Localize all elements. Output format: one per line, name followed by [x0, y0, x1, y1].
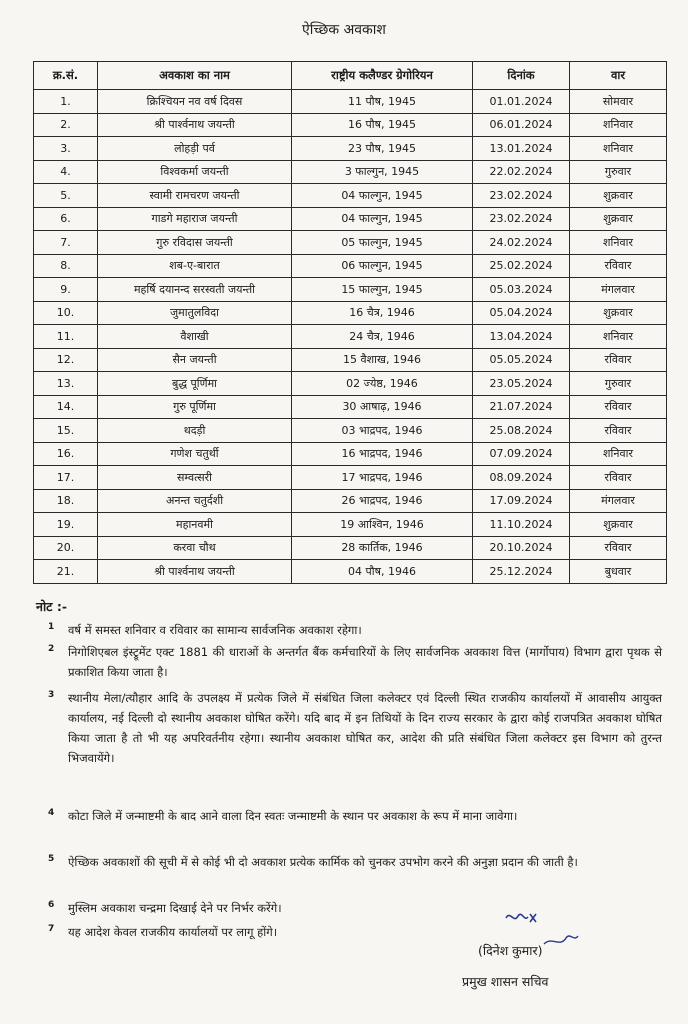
- serial-cell: 17.: [34, 466, 98, 490]
- day-cell: शनिवार: [570, 325, 667, 349]
- day-cell: गुरुवार: [570, 160, 667, 184]
- serial-cell: 5.: [34, 184, 98, 208]
- serial-cell: 4.: [34, 160, 98, 184]
- day-cell: शुक्रवार: [570, 301, 667, 325]
- national-calendar-cell: 26 भाद्रपद, 1946: [292, 489, 473, 513]
- notes-heading: नोट :-: [36, 599, 68, 614]
- table-header-row: [34, 62, 667, 90]
- note-text: वर्ष में समस्त शनिवार व रविवार का सामान्य सार्वजनिक अवकाश रहेगा।: [68, 623, 362, 637]
- header-day: वार: [570, 62, 667, 90]
- table-row: [34, 254, 667, 278]
- holiday-name-cell: शब-ए-बारात: [98, 254, 292, 278]
- table-row: [34, 395, 667, 419]
- day-cell: गुरुवार: [570, 372, 667, 396]
- table-row: [34, 442, 667, 466]
- table-row: [34, 513, 667, 537]
- serial-cell: 10.: [34, 301, 98, 325]
- national-calendar-cell: 02 ज्येष्ठ, 1946: [292, 372, 473, 396]
- date-cell: 23.05.2024: [473, 372, 570, 396]
- national-calendar-cell: 19 आश्विन, 1946: [292, 513, 473, 537]
- national-calendar-cell: 04 पौष, 1946: [292, 560, 473, 584]
- day-cell: रविवार: [570, 348, 667, 372]
- note-number: 3: [48, 690, 55, 700]
- date-cell: 05.05.2024: [473, 348, 570, 372]
- national-calendar-cell: 04 फाल्गुन, 1945: [292, 207, 473, 231]
- table-row: [34, 466, 667, 490]
- header-holiday-name: अवकाश का नाम: [98, 62, 292, 90]
- date-cell: 05.04.2024: [473, 301, 570, 325]
- national-calendar-cell: 16 चैत्र, 1946: [292, 301, 473, 325]
- day-cell: शनिवार: [570, 231, 667, 255]
- day-cell: शुक्रवार: [570, 513, 667, 537]
- serial-cell: 7.: [34, 231, 98, 255]
- holiday-name-cell: गुरु पूर्णिमा: [98, 395, 292, 419]
- table-row: [34, 325, 667, 349]
- serial-cell: 21.: [34, 560, 98, 584]
- table-row: [34, 536, 667, 560]
- day-cell: शुक्रवार: [570, 207, 667, 231]
- holiday-name-cell: स्वामी रामचरण जयन्ती: [98, 184, 292, 208]
- optional-holidays-table: [33, 61, 667, 584]
- table-row: [34, 184, 667, 208]
- holiday-name-cell: थदड़ी: [98, 419, 292, 443]
- table-row: [34, 372, 667, 396]
- date-cell: 05.03.2024: [473, 278, 570, 302]
- day-cell: शनिवार: [570, 442, 667, 466]
- national-calendar-cell: 30 आषाढ़, 1946: [292, 395, 473, 419]
- national-calendar-cell: 16 पौष, 1945: [292, 113, 473, 137]
- header-serial: क्र.सं.: [34, 62, 98, 90]
- national-calendar-cell: 11 पौष, 1945: [292, 90, 473, 114]
- table-row: [34, 160, 667, 184]
- holiday-name-cell: करवा चौथ: [98, 536, 292, 560]
- table-row: [34, 90, 667, 114]
- serial-cell: 3.: [34, 137, 98, 161]
- note-text: ऐच्छिक अवकाशों की सूची में से कोई भी दो अवकाश प्रत्येक कार्मिक को चुनकर उपभोग करने की अनुज्ञा प्रदान की जाती है।: [68, 855, 578, 869]
- day-cell: सोमवार: [570, 90, 667, 114]
- date-cell: 23.02.2024: [473, 207, 570, 231]
- national-calendar-cell: 15 वैशाख, 1946: [292, 348, 473, 372]
- serial-cell: 6.: [34, 207, 98, 231]
- table-row: [34, 278, 667, 302]
- table-row: [34, 137, 667, 161]
- date-cell: 20.10.2024: [473, 536, 570, 560]
- date-cell: 06.01.2024: [473, 113, 570, 137]
- holiday-name-cell: गाडगे महाराज जयन्ती: [98, 207, 292, 231]
- note-number: 2: [48, 644, 55, 654]
- national-calendar-cell: 24 चैत्र, 1946: [292, 325, 473, 349]
- national-calendar-cell: 05 फाल्गुन, 1945: [292, 231, 473, 255]
- date-cell: 21.07.2024: [473, 395, 570, 419]
- page-title: ऐच्छिक अवकाश: [302, 22, 386, 38]
- table-row: [34, 419, 667, 443]
- serial-cell: 14.: [34, 395, 98, 419]
- national-calendar-cell: 06 फाल्गुन, 1945: [292, 254, 473, 278]
- holiday-name-cell: महर्षि दयानन्द सरस्वती जयन्ती: [98, 278, 292, 302]
- date-cell: 08.09.2024: [473, 466, 570, 490]
- serial-cell: 2.: [34, 113, 98, 137]
- serial-cell: 19.: [34, 513, 98, 537]
- national-calendar-cell: 23 पौष, 1945: [292, 137, 473, 161]
- date-cell: 25.08.2024: [473, 419, 570, 443]
- note-number: 4: [48, 808, 55, 818]
- date-cell: 13.04.2024: [473, 325, 570, 349]
- note-number: 7: [48, 924, 55, 934]
- serial-cell: 8.: [34, 254, 98, 278]
- date-cell: 24.02.2024: [473, 231, 570, 255]
- serial-cell: 16.: [34, 442, 98, 466]
- note-text: मुस्लिम अवकाश चन्द्रमा दिखाई देने पर निर्भर करेंगे।: [68, 901, 282, 915]
- holiday-name-cell: लोहड़ी पर्व: [98, 137, 292, 161]
- date-cell: 22.02.2024: [473, 160, 570, 184]
- note-number: 5: [48, 854, 55, 864]
- holiday-name-cell: गुरु रविदास जयन्ती: [98, 231, 292, 255]
- table-row: [34, 113, 667, 137]
- note-text: यह आदेश केवल राजकीय कार्यालयों पर लागू होंगे।: [68, 925, 278, 939]
- holiday-name-cell: क्रिश्चियन नव वर्ष दिवस: [98, 90, 292, 114]
- table-row: [34, 301, 667, 325]
- date-cell: 13.01.2024: [473, 137, 570, 161]
- note-number: 1: [48, 622, 55, 632]
- national-calendar-cell: 04 फाल्गुन, 1945: [292, 184, 473, 208]
- serial-cell: 11.: [34, 325, 98, 349]
- date-cell: 25.12.2024: [473, 560, 570, 584]
- day-cell: बुधवार: [570, 560, 667, 584]
- header-date: दिनांक: [473, 62, 570, 90]
- serial-cell: 20.: [34, 536, 98, 560]
- day-cell: रविवार: [570, 254, 667, 278]
- national-calendar-cell: 3 फाल्गुन, 1945: [292, 160, 473, 184]
- holiday-name-cell: विश्वकर्मा जयन्ती: [98, 160, 292, 184]
- note-text: स्थानीय मेला/त्यौहार आदि के उपलक्ष्य में प्रत्येक जिले में संबंधित जिला कलेक्टर एवं दिल्ली स्थित राजकीय कार्यालयों में आवासीय आयुक्त कार्यालय, नई दिल्ली दो स्थानीय अवकाश घोषित करेंगे। यदि बाद में इन तिथियों के दिन राज्य सरकार के द्वारा कोई राजपत्रित अवकाश घोषित किया जाता है तो भी यह अपरिवर्तनीय रहेगा। स्थानीय अवकाश घोषित कर, आदेश की प्रति संबंधित जिला कलेक्टर इस विभाग को तुरन्त भिजवायेंगे।: [68, 691, 662, 765]
- holiday-name-cell: अनन्त चतुर्दशी: [98, 489, 292, 513]
- holiday-name-cell: गणेश चतुर्थी: [98, 442, 292, 466]
- day-cell: शनिवार: [570, 137, 667, 161]
- signatory-name: (दिनेश कुमार): [478, 943, 543, 958]
- date-cell: 07.09.2024: [473, 442, 570, 466]
- date-cell: 23.02.2024: [473, 184, 570, 208]
- holiday-name-cell: वैशाखी: [98, 325, 292, 349]
- note-number: 6: [48, 900, 55, 910]
- date-cell: 11.10.2024: [473, 513, 570, 537]
- table-row: [34, 231, 667, 255]
- day-cell: शनिवार: [570, 113, 667, 137]
- day-cell: रविवार: [570, 466, 667, 490]
- table-row: [34, 489, 667, 513]
- day-cell: रविवार: [570, 536, 667, 560]
- holiday-name-cell: श्री पार्श्वनाथ जयन्ती: [98, 113, 292, 137]
- holiday-name-cell: श्री पार्श्वनाथ जयन्ती: [98, 560, 292, 584]
- note-text: निगोशिएबल इंस्ट्रूमेंट एक्ट 1881 की धाराओं के अन्तर्गत बैंक कर्मचारियों के लिए सार्वजनिक अवकाश वित्त (मार्गोपाय) विभाग द्वारा पृथक से प्रकाशित किया जाता है।: [68, 645, 662, 679]
- holiday-name-cell: सैन जयन्ती: [98, 348, 292, 372]
- national-calendar-cell: 28 कार्तिक, 1946: [292, 536, 473, 560]
- serial-cell: 1.: [34, 90, 98, 114]
- day-cell: मंगलवार: [570, 489, 667, 513]
- national-calendar-cell: 16 भाद्रपद, 1946: [292, 442, 473, 466]
- table-row: [34, 207, 667, 231]
- holiday-name-cell: जुमातुलविदा: [98, 301, 292, 325]
- national-calendar-cell: 17 भाद्रपद, 1946: [292, 466, 473, 490]
- holiday-name-cell: बुद्ध पूर्णिमा: [98, 372, 292, 396]
- holiday-name-cell: सम्वत्सरी: [98, 466, 292, 490]
- serial-cell: 9.: [34, 278, 98, 302]
- holiday-name-cell: महानवमी: [98, 513, 292, 537]
- day-cell: रविवार: [570, 419, 667, 443]
- day-cell: मंगलवार: [570, 278, 667, 302]
- national-calendar-cell: 15 फाल्गुन, 1945: [292, 278, 473, 302]
- date-cell: 25.02.2024: [473, 254, 570, 278]
- serial-cell: 18.: [34, 489, 98, 513]
- serial-cell: 13.: [34, 372, 98, 396]
- note-text: कोटा जिले में जन्माष्टमी के बाद आने वाला दिन स्वतः जन्माष्टमी के स्थान पर अवकाश के रूप में माना जावेगा।: [68, 809, 518, 823]
- serial-cell: 15.: [34, 419, 98, 443]
- national-calendar-cell: 03 भाद्रपद, 1946: [292, 419, 473, 443]
- table-row: [34, 560, 667, 584]
- date-cell: 17.09.2024: [473, 489, 570, 513]
- table-row: [34, 348, 667, 372]
- serial-cell: 12.: [34, 348, 98, 372]
- date-cell: 01.01.2024: [473, 90, 570, 114]
- header-national-calendar: राष्ट्रीय कलैण्डर ग्रेगोरियन: [292, 62, 473, 90]
- day-cell: रविवार: [570, 395, 667, 419]
- signatory-designation: प्रमुख शासन सचिव: [462, 974, 549, 989]
- day-cell: शुक्रवार: [570, 184, 667, 208]
